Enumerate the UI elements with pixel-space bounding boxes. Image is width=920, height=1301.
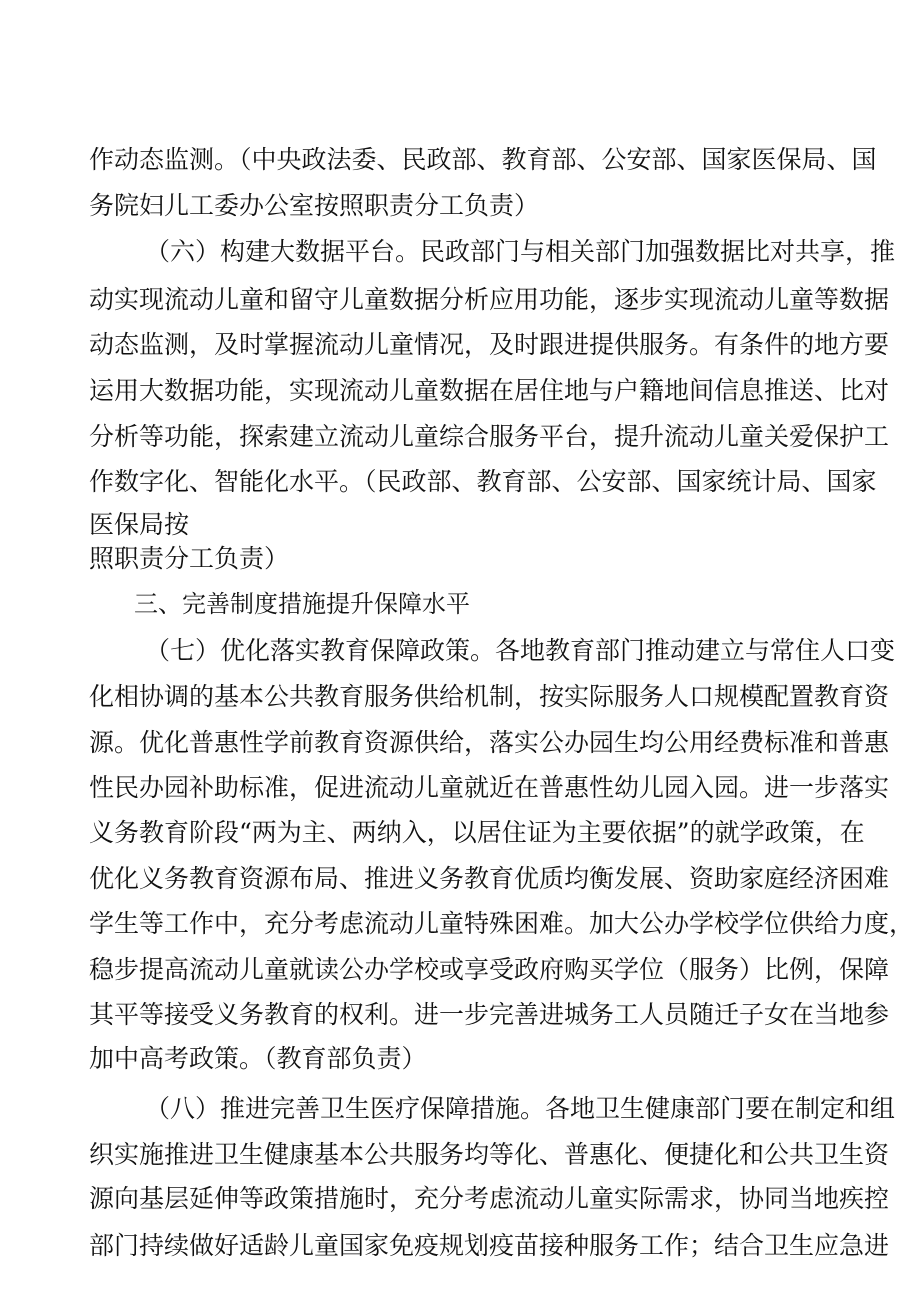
section-heading: 三、完善制度措施提升保障水平 [134, 590, 470, 618]
text-line: 义务教育阶段“两为主、两纳入，以居住证为主要依据”的就学政策，在 [89, 818, 865, 847]
text-line: 部门持续做好适龄儿童国家免疫规划疫苗接种服务工作；结合卫生应急进 [89, 1231, 890, 1260]
text-line: 加中高考政策。（教育部负责） [89, 1044, 427, 1073]
text-line: 学生等工作中，充分考虑流动儿童特殊困难。加大公办学校学位供给力度， [89, 909, 915, 938]
paragraph-heading: （七）优化落实教育保障政策。各地教育部门推动建立与常住人口变 [145, 636, 896, 665]
text-line: 动态监测，及时掌握流动儿童情况，及时跟进提供服务。有条件的地方要 [89, 330, 890, 359]
text-line: 运用大数据功能，实现流动儿童数据在居住地与户籍地间信息推送、比对 [89, 376, 890, 405]
text-line: 稳步提高流动儿童就读公办学校或享受政府购买学位（服务）比例，保障 [89, 955, 890, 984]
text-line: 医保局按 [89, 510, 190, 539]
text-line: 作动态监测。（中央政法委、民政部、教育部、公安部、国家医保局、国 [89, 145, 877, 174]
paragraph-heading: （八）推进完善卫生医疗保障措施。各地卫生健康部门要在制定和组 [145, 1094, 896, 1123]
text-line: 源向基层延伸等政策措施时，充分考虑流动儿童实际需求，协同当地疾控 [89, 1184, 890, 1213]
text-line: 作数字化、智能化水平。（民政部、教育部、公安部、国家统计局、国家 [89, 467, 877, 496]
text-line: 性民办园补助标准，促进流动儿童就近在普惠性幼儿园入园。进一步落实 [89, 773, 890, 802]
text-line: 织实施推进卫生健康基本公共服务均等化、普惠化、便捷化和公共卫生资 [89, 1140, 890, 1169]
text-line: 其平等接受义务教育的权利。进一步完善进城务工人员随迁子女在当地参 [89, 1000, 890, 1029]
text-line: 动实现流动儿童和留守儿童数据分析应用功能，逐步实现流动儿童等数据 [89, 285, 890, 314]
text-line: 化相协调的基本公共教育服务供给机制，按实际服务人口规模配置教育资 [89, 682, 890, 711]
paragraph-heading: （六）构建大数据平台。民政部门与相关部门加强数据比对共享，推 [145, 237, 896, 266]
text-line: 源。优化普惠性学前教育资源供给，落实公办园生均公用经费标准和普惠 [89, 728, 890, 757]
text-line: 优化义务教育资源布局、推进义务教育优质均衡发展、资助家庭经济困难 [89, 864, 890, 893]
text-line: 分析等功能，探索建立流动儿童综合服务平台，提升流动儿童关爱保护工 [89, 422, 890, 451]
text-line: 照职责分工负责） [89, 544, 290, 573]
text-line: 务院妇儿工委办公室按照职责分工负责） [89, 191, 540, 220]
